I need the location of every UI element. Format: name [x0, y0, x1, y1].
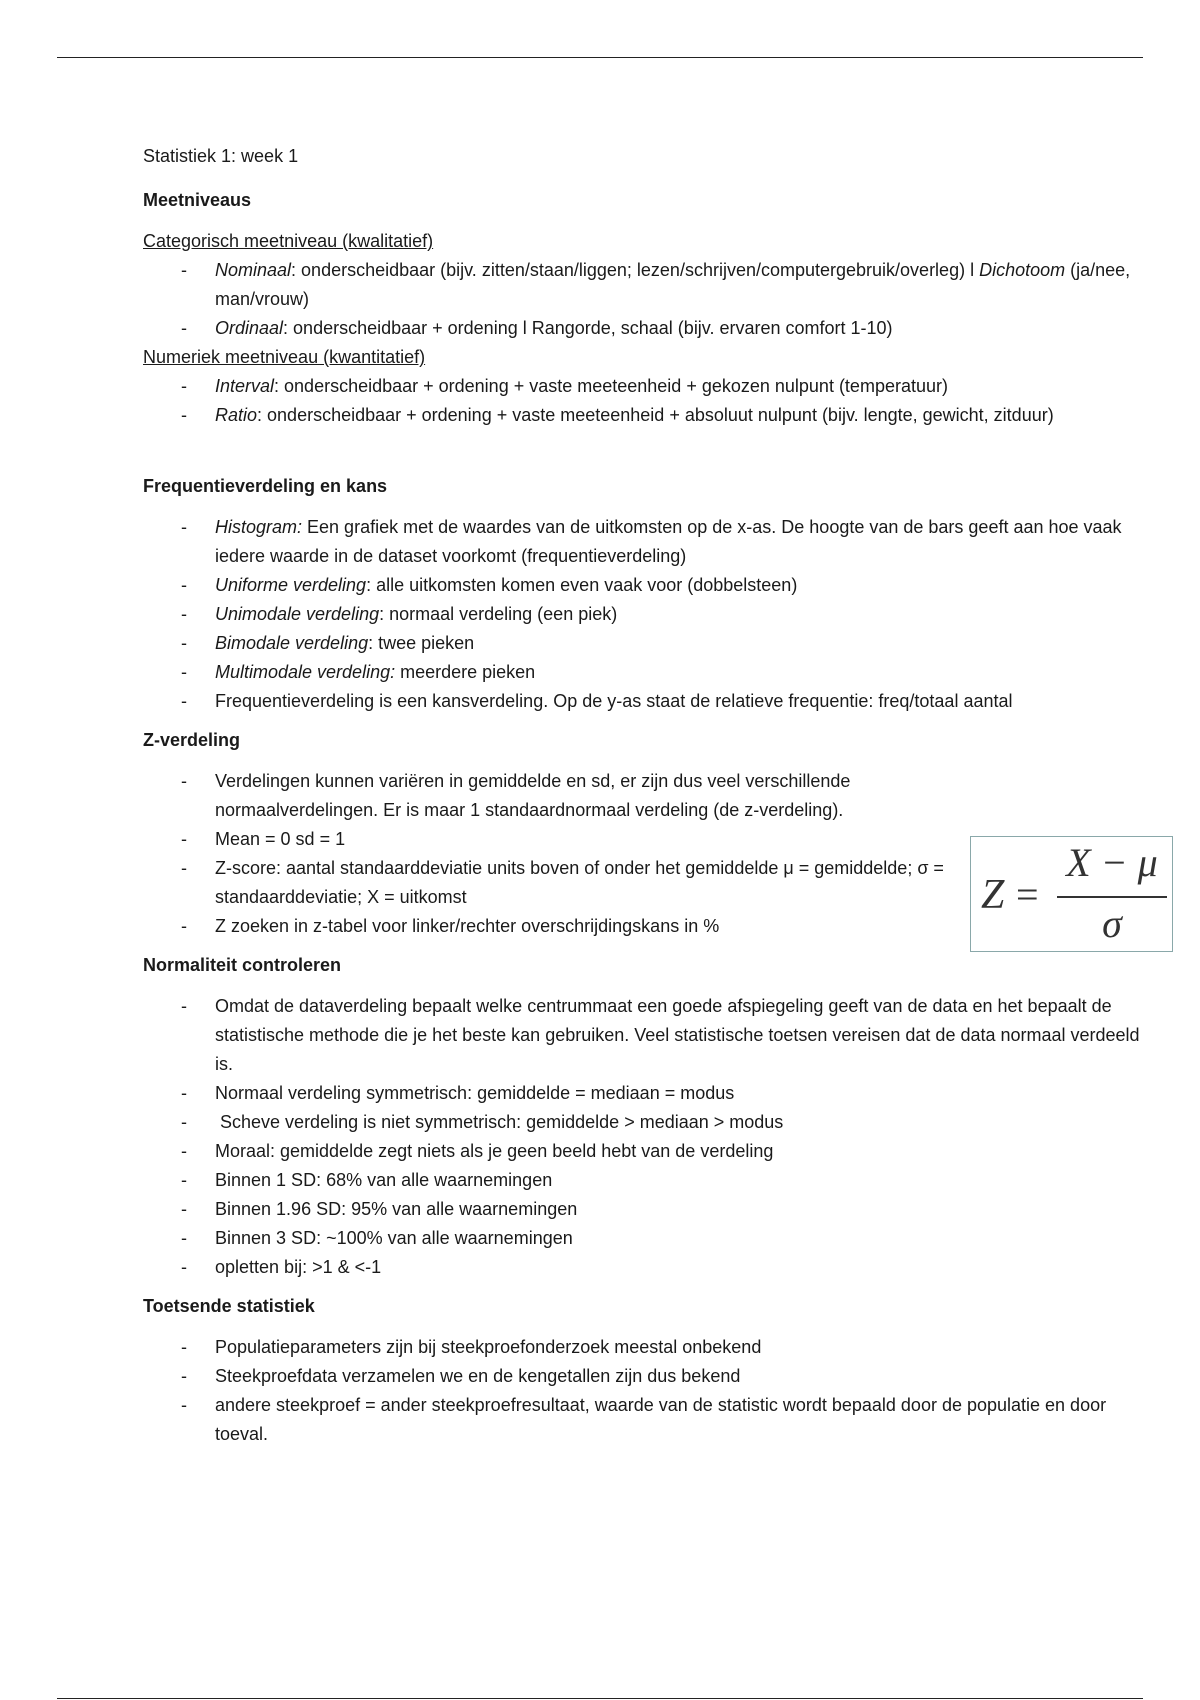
item-text: : onderscheidbaar + ordening + vaste meeteenheid + gekozen nulpunt (temperatuur)	[274, 376, 948, 396]
term-ratio: Ratio	[215, 405, 258, 425]
list-numeriek	[143, 372, 1143, 430]
list-item: - Normaal verdeling symmetrisch: gemiddelde = mediaan = modus	[143, 1079, 1143, 1108]
term-dichotoom: Dichotoom	[979, 260, 1066, 280]
list-normaliteit	[143, 992, 1143, 1282]
list-item	[143, 571, 1143, 600]
heading-meetniveaus: Meetniveaus	[143, 190, 252, 210]
list-item: - Moraal: gemiddelde zegt niets als je geen beeld hebt van de verdeling	[143, 1137, 1143, 1166]
list-item: - Omdat de dataverdeling bepaalt welke centrummaat een goede afspiegeling geeft van de data en het bepaalt de statistische methode die je het beste kan gebruiken. Veel statistische toetsen vereisen dat de data normaal verdeeld is.	[143, 992, 1143, 1079]
list-item	[143, 629, 1143, 658]
formula-lhs: Z	[981, 872, 1005, 918]
term-nominaal: Nominaal	[215, 260, 292, 280]
item-text: (ja/nee, man/vrouw)	[215, 260, 1131, 309]
doc-title: Statistiek 1: week 1	[143, 146, 299, 166]
list-item: - Z zoeken in z-tabel voor linker/rechter overschrijdingskans in %	[143, 912, 1143, 941]
heading-toetsende: Toetsende statistiek	[143, 1296, 315, 1316]
list-item	[143, 687, 1143, 716]
formula-fraction-bar	[1057, 896, 1167, 898]
list-item: - Binnen 1.96 SD: 95% van alle waarnemingen	[143, 1195, 1143, 1224]
subheading-categorisch: Categorisch meetniveau (kwalitatief)	[143, 231, 434, 251]
list-item: - Binnen 3 SD: ~100% van alle waarnemingen	[143, 1224, 1143, 1253]
subheading-numeriek: Numeriek meetniveau (kwantitatief)	[143, 347, 426, 367]
heading-frequentie: Frequentieverdeling en kans	[143, 476, 388, 496]
list-item: - Z-score: aantal standaarddeviatie units boven of onder het gemiddelde μ = gemiddelde; σ = standaarddeviatie; X = uitkomst	[143, 854, 1143, 912]
list-item: - Steekproefdata verzamelen we en de kengetallen zijn dus bekend	[143, 1362, 1143, 1391]
item-text: Frequentieverdeling is een kansverdeling. Op de y-as staat de relatieve frequentie: freq/totaal aantal	[215, 691, 1013, 711]
list-toetsende	[143, 1333, 1143, 1449]
term-ordinaal: Ordinaal	[215, 318, 284, 338]
heading-zverdeling: Z-verdeling	[143, 730, 241, 750]
list-item	[143, 372, 1143, 401]
item-text: meerdere pieken	[395, 662, 536, 682]
list-item: - Verdelingen kunnen variëren in gemiddelde en sd, er zijn dus veel verschillende normaalverdelingen. Er is maar 1 standaardnormaal verdeling (de z-verdeling).	[143, 767, 1143, 825]
term-bimodaal: Bimodale verdeling	[215, 633, 369, 653]
list-item	[143, 256, 1143, 314]
item-text: : onderscheidbaar (bijv. zitten/staan/liggen; lezen/schrijven/computergebruik/overleg) l	[291, 260, 980, 280]
list-item	[143, 314, 1143, 343]
list-item	[143, 401, 1143, 430]
list-item: - opletten bij: >1 & <-1	[143, 1253, 1143, 1282]
list-item	[143, 658, 1143, 687]
term-uniform: Uniforme verdeling	[215, 575, 367, 595]
formula-denominator: σ	[1102, 901, 1122, 946]
term-unimodaal: Unimodale verdeling	[215, 604, 380, 624]
document-body	[143, 142, 1143, 1449]
list-item	[143, 513, 1143, 571]
top-rule	[57, 57, 1143, 58]
formula-equals: =	[1016, 872, 1039, 917]
heading-normaliteit: Normaliteit controleren	[143, 955, 342, 975]
list-frequentie	[143, 513, 1143, 716]
item-text: : alle uitkomsten komen even vaak voor (dobbelsteen)	[366, 575, 798, 595]
term-interval: Interval	[215, 376, 275, 396]
item-text: Een grafiek met de waardes van de uitkomsten op de x-as. De hoogte van de bars geeft aan hoe vaak iedere waarde in de dataset voorkomt (frequentieverdeling)	[215, 517, 1122, 566]
list-item	[143, 600, 1143, 629]
bottom-rule	[57, 1698, 1143, 1699]
list-categorisch	[143, 256, 1143, 343]
list-item: - andere steekproef = ander steekproefresultaat, waarde van de statistic wordt bepaald door de populatie en door toeval.	[143, 1391, 1143, 1449]
list-item: - Scheve verdeling is niet symmetrisch: gemiddelde > mediaan > modus	[143, 1108, 1143, 1137]
item-text: : onderscheidbaar + ordening + vaste meeteenheid + absoluut nulpunt (bijv. lengte, gewicht, zitduur)	[257, 405, 1054, 425]
z-formula-box	[970, 836, 1173, 952]
list-item: - Binnen 1 SD: 68% van alle waarnemingen	[143, 1166, 1143, 1195]
term-histogram: Histogram:	[215, 517, 303, 537]
item-text: : twee pieken	[368, 633, 475, 653]
list-item: - Populatieparameters zijn bij steekproefonderzoek meestal onbekend	[143, 1333, 1143, 1362]
item-text: : onderscheidbaar + ordening l Rangorde, schaal (bijv. ervaren comfort 1-10)	[283, 318, 893, 338]
formula-numerator: X − μ	[1066, 840, 1158, 885]
list-item: - Mean = 0 sd = 1	[143, 825, 1143, 854]
item-text: : normaal verdeling (een piek)	[379, 604, 618, 624]
term-multimodaal: Multimodale verdeling:	[215, 662, 396, 682]
